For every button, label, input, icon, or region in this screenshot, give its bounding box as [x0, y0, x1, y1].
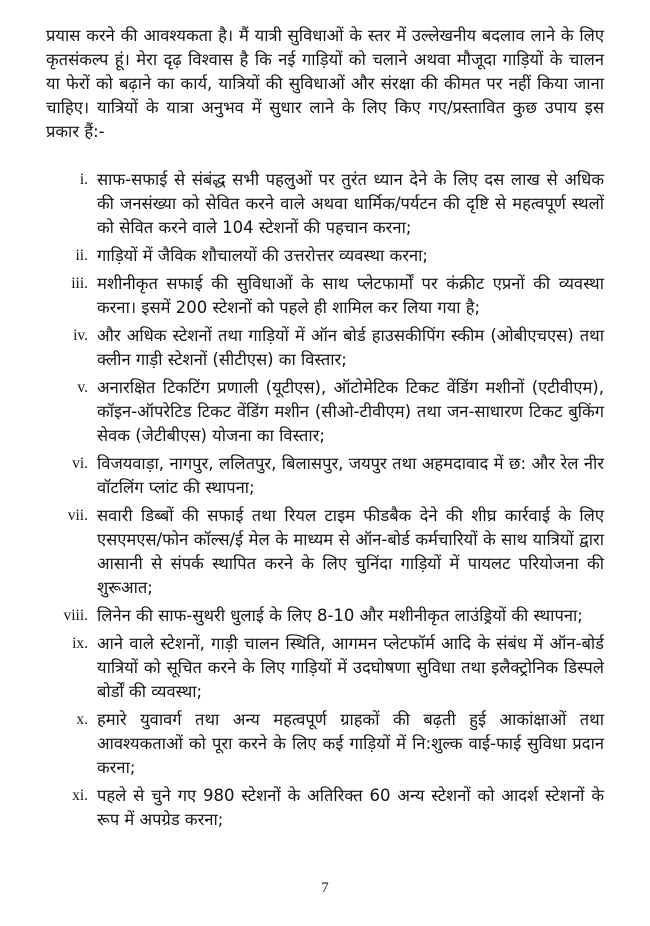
- list-item-numeral: ii.: [75, 247, 88, 264]
- list-item: [46, 708, 604, 780]
- list-item-text: हमारे युवावर्ग तथा अन्य महत्वपूर्ण ग्राहकों की बढ़ती हुई आकांक्षाओं तथा आवश्यकताओं को पूरा करने के लिए कई गाड़ियों में नि:शुल्क वाई-फाई सुविधा प्रदान करना;: [97, 710, 604, 777]
- list-item-text: विजयवाड़ा, नागपुर, ललितपुर, बिलासपुर, जयपुर तथा अहमदावाद में छ: और रेल नीर वॉटलिंग प्लांट की स्थापना;: [97, 454, 604, 497]
- list-item-text: गाड़ियों में जैविक शौचालयों की उत्तरोत्तर व्यवस्था करना;: [97, 246, 428, 265]
- measures-list: [46, 168, 604, 832]
- list-item-text: लिनेन की साफ-सुथरी धुलाई के लिए 8-10 और मशीनीकृत लाउंड्रियों की स्थापना;: [97, 606, 583, 625]
- list-item-text: साफ-सफाई से संबंद्ध सभी पहलुओं पर तुरंत ध्यान देने के लिए दस लाख से अधिक की जनसंख्या को सेवित करने वाले अथवा धार्मिक/पर्यटन की दृष्टि से महत्वपूर्ण स्थलों को सेवित करने वाले 104 स्टेशनों की पहचान करना;: [97, 170, 604, 237]
- list-item-text: पहले से चुने गए 980 स्टेशनों के अतिरिक्त 60 अन्य स्टेशनों को आदर्श स्टेशनों के रूप में अपग्रेड करना;: [97, 786, 604, 829]
- list-item: [46, 604, 604, 628]
- list-item: [46, 632, 604, 704]
- list-item: [46, 168, 604, 240]
- list-item-numeral: iv.: [73, 327, 88, 344]
- list-item-text: आने वाले स्टेशनों, गाड़ी चालन स्थिति, आगमन प्लेटफॉर्म आदि के संबंध में ऑन-बोर्ड यात्रियों को सूचित करने के लिए गाड़ियों में उदघोषणा सुविधा तथा इलैक्ट्रोनिक डिस्पले बोर्डों की व्यवस्था;: [97, 634, 604, 701]
- list-item: [46, 452, 604, 500]
- list-item: [46, 504, 604, 600]
- list-item: [46, 324, 604, 372]
- list-item-numeral: viii.: [63, 607, 88, 624]
- list-item-numeral: x.: [76, 711, 88, 728]
- list-item: [46, 784, 604, 832]
- list-item: [46, 272, 604, 320]
- list-item-text: और अधिक स्टेशनों तथा गाड़ियों में ऑन बोर्ड हाउसकीपिंग स्कीम (ओबीएचएस) तथा क्लीन गाड़ी स्टेशनों (सीटीएस) का विस्तार;: [97, 326, 604, 369]
- list-item-text: मशीनीकृत सफाई की सुविधाओं के साथ प्लेटफार्मों पर कंक्रीट एप्रनों की व्यवस्था करना। इसमें 200 स्टेशनों को पहले ही शामिल कर लिया गया है;: [97, 274, 604, 317]
- list-item-numeral: iii.: [71, 275, 88, 292]
- list-item-numeral: vi.: [72, 455, 88, 472]
- list-item-numeral: xi.: [72, 787, 88, 804]
- intro-paragraph: प्रयास करने की आवश्यकता है। मैं यात्री सुविधाओं के स्तर में उल्लेखनीय बदलाव लाने के लिए कृतसंकल्प हूं। मेरा दृढ़ विश्वास है कि नई गाड़ियों को चलाने अथवा मौजूदा गाड़ियों के चालन या फेरों को बढ़ाने का कार्य, यात्रियों की सुविधाओं और संरक्षा की कीमत पर नहीं किया जाना चाहिए। यात्रियों के यात्रा अनुभव में सुधार लाने के लिए किए गए/प्रस्तावित कुछ उपाय इस प्रकार हैं:-: [46, 26, 604, 141]
- page-number: 7: [321, 880, 329, 896]
- list-item-numeral: vii.: [67, 507, 88, 524]
- list-item-text: अनारक्षित टिकटिंग प्रणाली (यूटीएस), ऑटोमेटिक टिकट वेंडिंग मशीनों (एटीवीएम), कॉइन-ऑपरेटिड टिकट वेंडिंग मशीन (सीओ-टीवीएम) तथा जन-साधारण टिकट बुकिंग सेवक (जेटीबीएस) योजना का विस्तार;: [97, 378, 604, 445]
- list-item-numeral: i.: [79, 171, 88, 188]
- list-item: [46, 244, 604, 268]
- list-item-text: सवारी डिब्बों की सफाई तथा रियल टाइम फीडबैक देने की शीघ्र कार्रवाई के लिए एसएमएस/फोन कॉल्स/ई मेल के माध्यम से ऑन-बोर्ड कर्मचारियों के साथ यात्रियों द्वारा आसानी से संपर्क स्थापित करने के लिए चुनिंदा गाड़ियों में पायलट परियोजना की शुरूआत;: [97, 506, 604, 597]
- list-item: [46, 376, 604, 448]
- list-item-numeral: ix.: [72, 635, 88, 652]
- list-item-numeral: v.: [77, 379, 88, 396]
